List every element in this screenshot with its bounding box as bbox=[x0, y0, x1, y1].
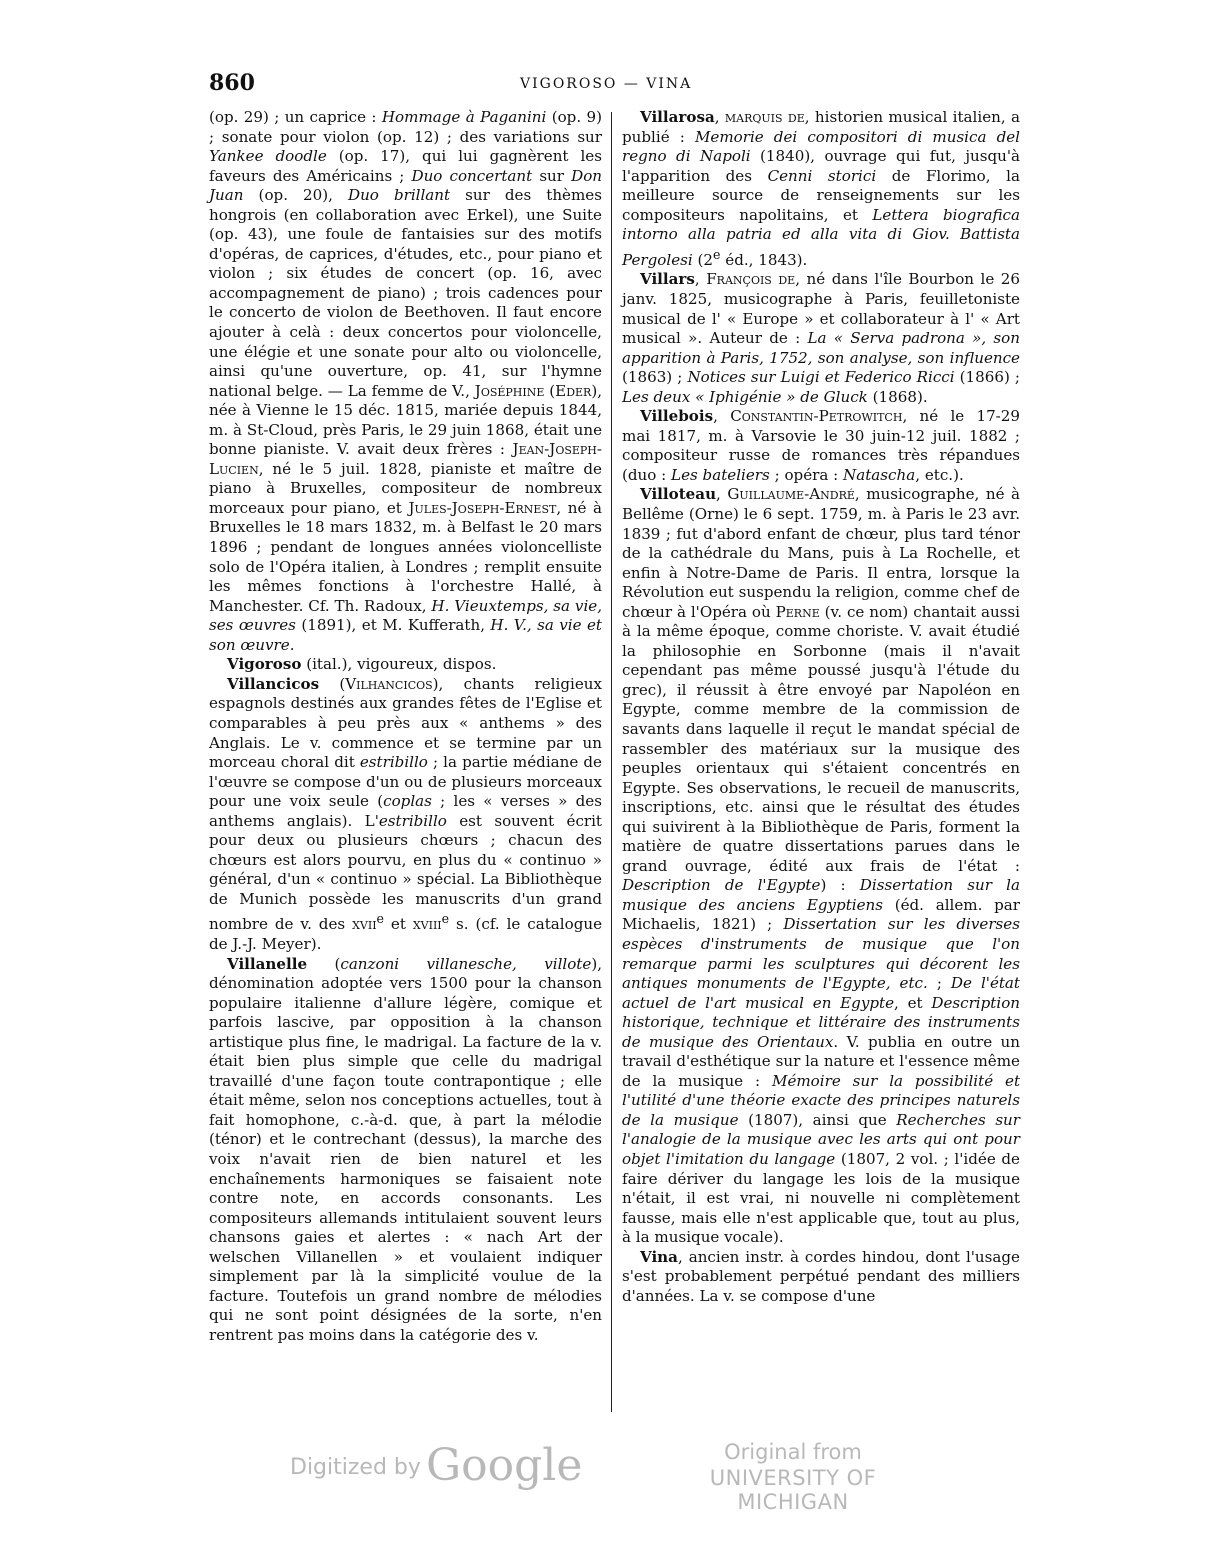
left-column bbox=[209, 108, 602, 1345]
right-column bbox=[622, 108, 1020, 1306]
dictionary-entry: (op. 29) ; un caprice : Hommage à Paganini (op. 9) ; sonate pour violon (op. 12) ; des variations sur Yankee doodle (op. 17), qui lui gagnèrent les faveurs des Américains ; Duo concertant sur Don Juan (op. 20), Duo brillant sur des thèmes hongrois (en collaboration avec Erkel), une Suite (op. 43), une foule de fantaisies sur des motifs d'opéras, de caprices, d'études, etc., pour piano et violon ; six études de concert (op. 16, avec accompagnement de piano) ; trois cadences pour le concerto de violon de Beethoven. Il faut encore ajouter à celà : deux concertos pour violoncelle, une élégie et une sonate pour alto ou violoncelle, ainsi qu'une ouverture, op. 41, sur l'hymne national belge. — La femme de V., Joséphine (Eder), née à Vienne le 15 déc. 1815, mariée depuis 1844, m. à St-Cloud, près Paris, le 29 juin 1868, était une bonne pianiste. V. avait deux frères : Jean-Joseph-Lucien, né le 5 juil. 1828, pianiste et maître de piano à Bruxelles, compositeur de nombreux morceaux pour piano, et Jules-Joseph-Ernest, né à Bruxelles le 18 mars 1832, m. à Belfast le 20 mars 1896 ; pendant de longues années violoncelliste solo de l'Opéra italien, à Londres ; remplit ensuite les mêmes fonctions à l'orchestre Hallé, à Manchester. Cf. Th. Radoux, H. Vieuxtemps, sa vie, ses œuvres (1891), et M. Kufferath, H. V., sa vie et son œuvre. bbox=[209, 108, 603, 654]
dictionary-entry: Vina, ancien instr. à cordes hindou, dont l'usage s'est probablement perpétué pendant des milliers d'années. La v. se compose d'une bbox=[622, 1247, 1020, 1305]
dictionary-entry: Villarosa, marquis de, historien musical italien, a publié : Memorie dei compositori di musica del regno di Napoli (1840), ouvrage qui fut, jusqu'à l'apparition des Cenni storici de Florimo, la meilleure source de renseignements sur les compositeurs napolitains, et Lettera biografica intorno alla patria ed alla vita di Giov. Battista Pergolesi (2e éd., 1843). bbox=[622, 108, 1020, 269]
university-line: UNIVERSITY OF MICHIGAN bbox=[709, 1466, 877, 1514]
original-from-line: Original from bbox=[724, 1440, 862, 1464]
page-number: 860 bbox=[209, 70, 255, 96]
digitized-by-google bbox=[290, 1440, 582, 1491]
dictionary-entry: Villoteau, Guillaume-André, musicographe, né à Bellême (Orne) le 6 sept. 1759, m. à Paris le 23 avr. 1839 ; fut d'abord enfant de chœur, plus tard ténor de la cathédrale du Mans, puis à La Rochelle, et enfin à Notre-Dame de Paris. Il entra, lorsque la Révolution eut suspendu la religion, comme chef de chœur à l'Opéra où Perne (v. ce nom) chantait aussi à la même époque, comme choriste. V. avait étudié la philosophie en Sorbonne (mais il n'avait cependant pas même poussé jusqu'à l'étude du grec), il réussit à être envoyé par Napoléon en Egypte, comme membre de la commission de savants dans laquelle il reçut le mandat spécial de rassembler des matériaux sur la musique des peuples orientaux qui s'étaient concentrés en Egypte. Ses observations, le recueil de manuscrits, inscriptions, etc. ainsi que le résultat des études qui suivirent à la Bibliothèque de Paris, forment la matière de quatre dissertations parues dans le grand ouvrage, édité aux frais de l'état : Description de l'Egypte) : Dissertation sur la musique des anciens Egyptiens (éd. allem. par Michaelis, 1821) ; Dissertation sur les diverses espèces d'instruments de musique que l'on remarque parmi les sculptures qui décorent les antiques monuments de l'Egypte, etc. ; De l'état actuel de l'art musical en Egypte, et Description historique, technique et littéraire des instruments de musique des Orientaux. V. publia en outre un travail d'esthétique sur la nature et l'essence même de la musique : Mémoire sur la possibilité et l'utilité d'une théorie exacte des principes naturels de la musique (1807), ainsi que Recherches sur l'analogie de la musique avec les arts qui ont pour objet l'imitation du langage (1807, 2 vol. ; l'idée de faire dériver du langage les lois de la musique n'était, il est vrai, ni nouvelle ni complètement fausse, mais elle n'est applicable que, tout au plus, à la musique vocale). bbox=[622, 485, 1021, 1247]
dictionary-entry: Vigoroso (ital.), vigoureux, dispos. bbox=[227, 655, 497, 674]
column-rule bbox=[611, 112, 612, 1412]
original-from bbox=[668, 1440, 918, 1514]
dictionary-entry: Villars, François de, né dans l'île Bourbon le 26 janv. 1825, musicographe à Paris, feuilletoniste musical de l' « Europe » et collaborateur à l' « Art musical ». Auteur de : La « Serva padrona », son apparition à Paris, 1752, son analyse, son influence (1863) ; Notices sur Luigi et Federico Ricci (1866) ; Les deux « Iphigénie » de Gluck (1868). bbox=[622, 270, 1021, 406]
google-wordmark: Google bbox=[426, 1440, 583, 1491]
dictionary-entry: Villancicos (Vilhancicos), chants religieux espagnols destinés aux grandes fêtes de l'Eglise et comparables à peu près aux « anthems » des Anglais. Le v. commence et se termine par un morceau choral dit estribillo ; la partie médiane de l'œuvre se compose d'un ou de plusieurs morceaux pour une voix seule (coplas ; les « verses » des anthems anglais). L'estribillo est souvent écrit pour deux ou plusieurs chœurs ; chacun des chœurs est alors pourvu, en plus du « continuo » général, d'un « continuo » spécial. La Bibliothèque de Munich possède les manuscrits d'un grand nombre de v. des xvii$^e$ et xviii$^e$ s. (cf. le catalogue de J.-J. Meyer). bbox=[209, 674, 603, 953]
digitized-prefix: Digitized by bbox=[290, 1455, 421, 1480]
running-head: VIGOROSO — VINA bbox=[520, 76, 693, 92]
dictionary-entry: Villebois, Constantin-Petrowitch, né le 17-29 mai 1817, m. à Varsovie le 30 juin-12 juil. 1882 ; compositeur russe de romances très répandues (duo : Les bateliers ; opéra : Natascha, etc.). bbox=[622, 407, 1020, 484]
dictionary-entry: Villanelle (canzoni villanesche, villote), dénomination adoptée vers 1500 pour la chanson populaire italienne d'allure légère, comique et parfois lascive, par opposition à la chanson artistique plus fine, le madrigal. La facture de la v. était bien plus simple que celle du madrigal travaillé d'une façon toute contrapontique ; elle était même, selon nos conceptions actuelles, tout à fait homophone, c.-à-d. que, à part la mélodie (ténor) et le contrechant (dessus), la marche des voix n'avait rien de bien naturel et les enchaînements harmoniques se faisaient note contre note, en accords consonants. Les compositeurs allemands intitulaient souvent leurs chansons gaies et alertes : « nach Art der welschen Villanellen » et voulaient indiquer simplement par là la simplicité voulue de la facture. Toutefois un grand nombre de mélodies qui ne sont point désignées de la sorte, n'en rentrent pas moins dans la catégorie des v. bbox=[209, 954, 602, 1344]
